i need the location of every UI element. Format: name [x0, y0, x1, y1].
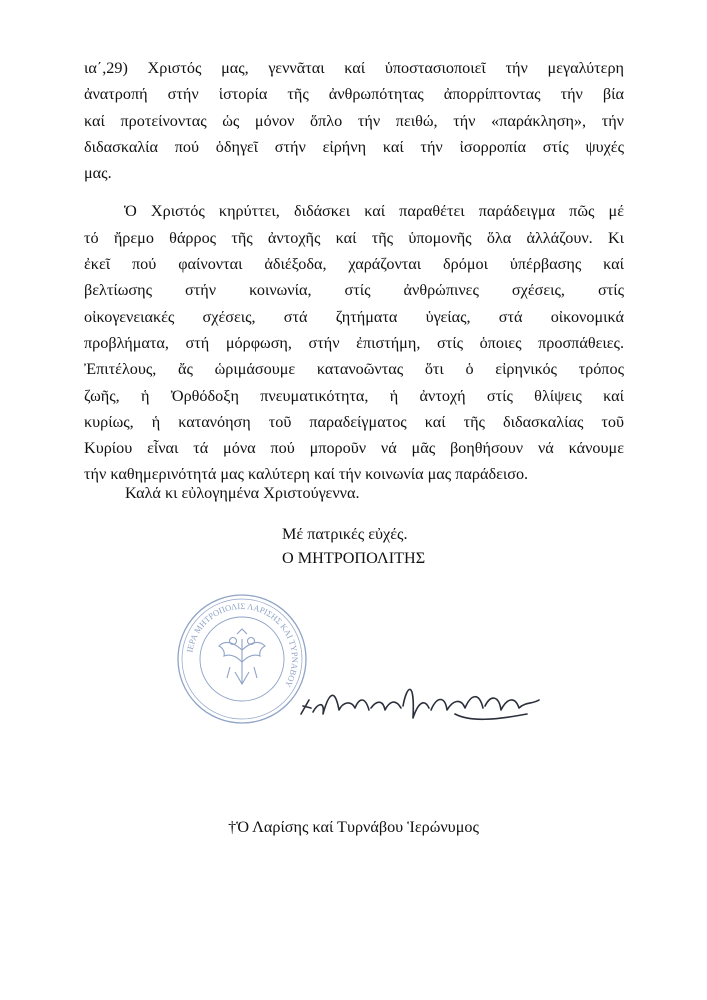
- letter-body: [84, 55, 624, 500]
- closing-block: [282, 522, 425, 570]
- christmas-greeting: Καλά κι εὐλογημένα Χριστούγεννα.: [125, 484, 360, 502]
- paragraph-1-line: ἀνατροπή στήν ἱστορία τῆς ἀνθρωπότητας ἀπορρίπτοντας τήν βία: [84, 85, 624, 104]
- paragraph-2-line: Κυρίου εἶναι τά μόνα πού μποροῦν νά μᾶς βοηθήσουν νά κάνουμε: [84, 439, 624, 458]
- paragraph-2-line: οἰκογενειακές σχέσεις, στά ζητήματα ὑγείας, στά οἰκονομικά: [84, 307, 624, 326]
- paragraph-1-line: ια΄,29) Χριστός μας, γεννᾶται καί ὑποστασιοποιεῖ τήν μεγαλύτερη: [84, 59, 624, 77]
- seal-text: ΙΕΡΑ ΜΗΤΡΟΠΟΛΙΣ ΛΑΡΙΣΗΣ ΚΑΙ ΤΥΡΝΑΒΟΥ: [184, 600, 301, 690]
- paragraph-2-line: Ἐπιτέλους, ἄς ὡριμάσουμε κατανοῶντας ὅτι ὁ εἰρηνικός τρόπος: [84, 360, 624, 379]
- paragraph-2-line: τήν καθημερινότητά μας καλύτερη καί τήν κοινωνία μας παράδεισο.: [84, 465, 529, 484]
- paragraph-1-line: διδασκαλία πού ὁδηγεῖ στήν εἰρήνη καί τήν ἰσορροπία στίς ψυχές: [84, 137, 624, 156]
- paragraph-2-line: προβλήματα, στή μόρφωση, στήν ἐπιστήμη, στίς ὁποιες προσπάθειες.: [84, 333, 624, 352]
- paragraph-2-line: τό ἤρεμο θάρρος τῆς ἀντοχῆς καί τῆς ὑπομονῆς ὅλα ἀλλάζουν. Κι: [84, 228, 624, 247]
- paragraph-2-line: ἐκεῖ πού φαίνονται ἀδιέξοδα, χαράζονται δρόμοι ὑπέρβασης καί: [84, 255, 624, 274]
- paragraph-2-line: βελτίωσης στήν κοινωνία, στίς ἀνθρώπινες σχέσεις, στίς: [84, 281, 624, 300]
- signatory-name: †Ὁ Λαρίσης καί Τυρνάβου Ἱερώνυμος: [228, 818, 479, 836]
- paragraph-2-line: ζωῆς, ἡ Ὀρθόδοξη πνευματικότητα, ἡ ἀντοχή στίς θλίψεις καί: [84, 386, 624, 405]
- handwritten-signature: [295, 670, 545, 730]
- double-headed-eagle-icon: [219, 629, 265, 684]
- paragraph-2-line: Ὁ Χριστός κηρύττει, διδάσκει καί παραθέτει παράδειγμα πῶς μέ: [124, 202, 624, 221]
- paragraph-1-line: καί προτείνοντας ὡς μόνον ὅπλο τήν πειθώ, τήν «παράκληση», τήν: [84, 111, 624, 130]
- paragraph-1: [84, 55, 624, 186]
- paragraph-2: [84, 198, 624, 487]
- paragraph-2-line: κυρίως, ἡ κατανόηση τοῦ παραδείγματος καί τῆς διδασκαλίας τοῦ: [84, 412, 624, 431]
- paragraph-1-line: μας.: [84, 164, 112, 183]
- closing-wishes: Μέ πατρικές εὐχές.: [282, 525, 408, 543]
- closing-title: Ο ΜΗΤΡΟΠΟΛΙΤΗΣ: [282, 549, 426, 567]
- metropolis-seal-stamp: [175, 592, 309, 726]
